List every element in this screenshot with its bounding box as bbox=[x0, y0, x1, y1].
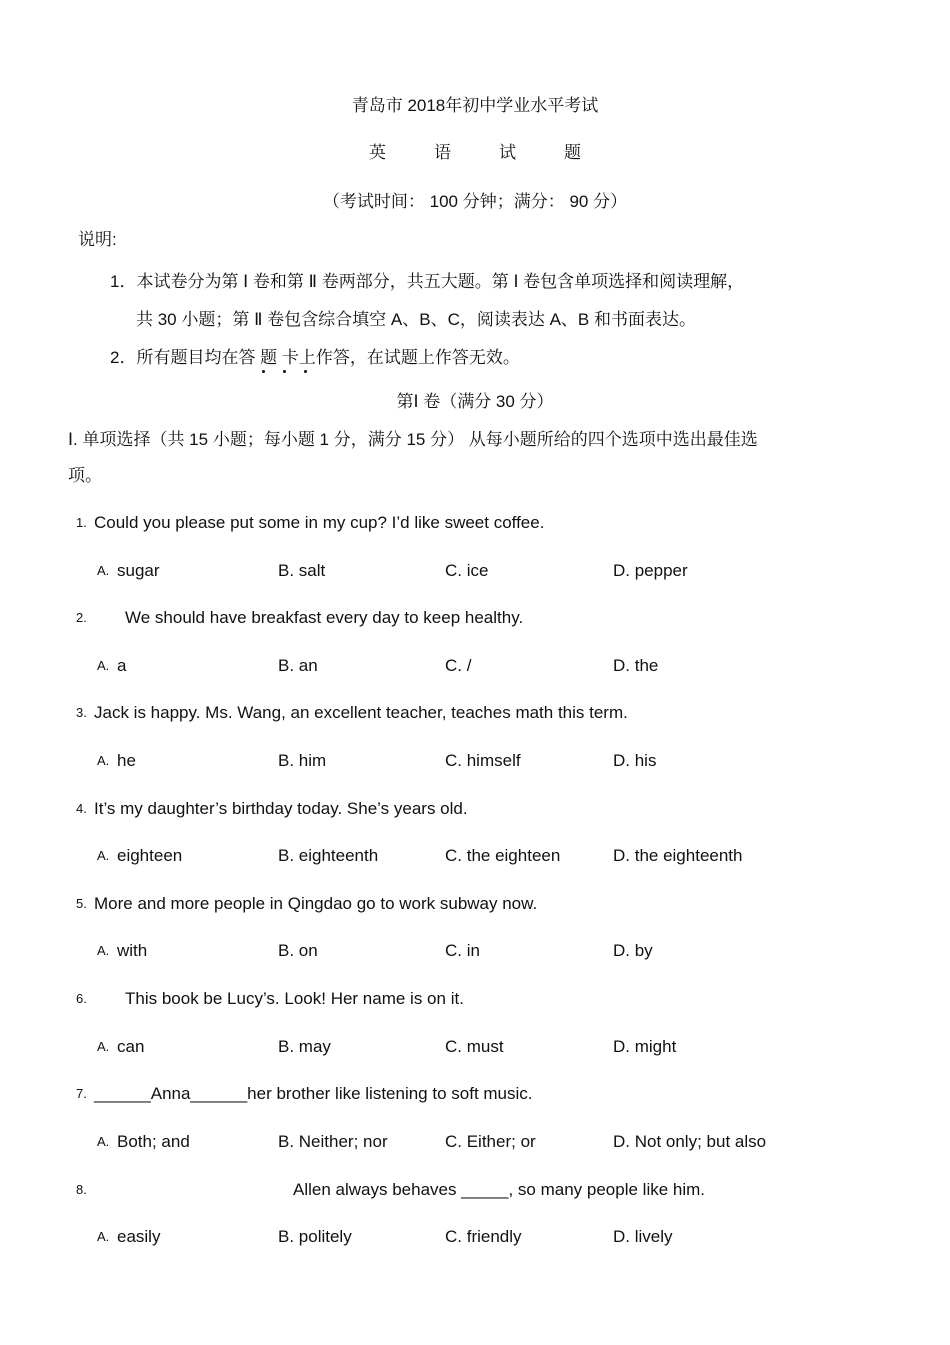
question-text: This book be Lucy’s. Look! Her name is on it. bbox=[125, 989, 464, 1008]
option-a-label: A. bbox=[97, 753, 110, 768]
option-a-label: A. bbox=[97, 563, 110, 578]
question-text: More and more people in Qingdao go to work subway now. bbox=[94, 894, 538, 913]
question-text: It’s my daughter’s birthday today. She’s years old. bbox=[94, 799, 468, 818]
option-b: B. him bbox=[278, 751, 327, 770]
subject-char: 语 bbox=[434, 143, 451, 162]
option-b: B. salt bbox=[278, 561, 326, 580]
section-instructions-cont: 项。 bbox=[68, 466, 102, 485]
question-text: Jack is happy. Ms. Wang, an excellent teacher, teaches math this term. bbox=[94, 703, 628, 722]
option-c: C. himself bbox=[445, 751, 521, 770]
emphasis-dot bbox=[283, 370, 286, 373]
subject-char: 试 bbox=[499, 143, 516, 162]
subject-char: 题 bbox=[564, 143, 581, 162]
option-d: D. by bbox=[613, 941, 653, 960]
option-b: B. an bbox=[278, 656, 318, 675]
question-number: 6. bbox=[76, 991, 87, 1006]
instructions-label: 说明: bbox=[78, 230, 117, 249]
exam-info: （考试时间： 100 分钟；满分： 90 分） bbox=[322, 192, 628, 211]
option-a: a bbox=[117, 656, 127, 675]
option-a: eighteen bbox=[117, 846, 183, 865]
option-a-label: A. bbox=[97, 1134, 110, 1149]
question-number: 3. bbox=[76, 705, 87, 720]
instruction-item-1-cont: 共 30 小题；第 Ⅱ 卷包含综合填空 A、B、C，阅读表达 A、B 和书面表达。 bbox=[136, 310, 696, 329]
instruction-item-2: 2．所有题目均在答 题 卡上作答，在试题上作答无效。 bbox=[110, 348, 520, 367]
option-d: D. Not only; but also bbox=[613, 1132, 767, 1151]
option-a: Both; and bbox=[117, 1132, 190, 1151]
option-c: C. / bbox=[445, 656, 472, 675]
instruction-item-1: 1．本试卷分为第 Ⅰ 卷和第 Ⅱ 卷两部分，共五大题。第 Ⅰ 卷包含单项选择和阅读理解， bbox=[110, 272, 745, 291]
option-a-label: A. bbox=[97, 1039, 110, 1054]
option-d: D. his bbox=[613, 751, 657, 770]
emphasis-dot bbox=[304, 370, 307, 373]
option-a: with bbox=[117, 941, 148, 960]
option-a: can bbox=[117, 1037, 145, 1056]
exam-title: 青岛市 2018年初中学业水平考试 bbox=[351, 96, 599, 115]
question-text: ______Anna______her brother like listening to soft music. bbox=[94, 1084, 533, 1103]
question-number: 2. bbox=[76, 610, 87, 625]
option-d: D. pepper bbox=[613, 561, 688, 580]
subject-title bbox=[0, 143, 950, 163]
section-instructions: Ⅰ. 单项选择（共 15 小题；每小题 1 分，满分 15 分） 从每小题所给的四个选项中选出最佳选 bbox=[68, 430, 758, 449]
option-d: D. lively bbox=[613, 1227, 673, 1246]
option-a-label: A. bbox=[97, 1229, 110, 1244]
option-a-label: A. bbox=[97, 848, 110, 863]
option-b: B. eighteenth bbox=[278, 846, 379, 865]
emphasis-dot bbox=[262, 370, 265, 373]
option-d: D. might bbox=[613, 1037, 677, 1056]
option-d: D. the eighteenth bbox=[613, 846, 743, 865]
option-a-label: A. bbox=[97, 658, 110, 673]
option-b: B. politely bbox=[278, 1227, 352, 1246]
option-d: D. the bbox=[613, 656, 659, 675]
option-a-label: A. bbox=[97, 943, 110, 958]
question-number: 5. bbox=[76, 896, 87, 911]
option-b: B. on bbox=[278, 941, 318, 960]
option-b: B. may bbox=[278, 1037, 331, 1056]
question-number: 1. bbox=[76, 515, 87, 530]
option-c: C. the eighteen bbox=[445, 846, 561, 865]
question-number: 4. bbox=[76, 801, 87, 816]
question-text: We should have breakfast every day to keep healthy. bbox=[125, 608, 524, 627]
question-text: Could you please put some in my cup? I’d like sweet coffee. bbox=[94, 513, 545, 532]
option-c: C. in bbox=[445, 941, 480, 960]
part-heading: 第Ⅰ 卷（满分 30 分） bbox=[396, 392, 554, 411]
question-number: 7. bbox=[76, 1086, 87, 1101]
option-a: sugar bbox=[117, 561, 160, 580]
option-a: he bbox=[117, 751, 136, 770]
question-number: 8. bbox=[76, 1182, 87, 1197]
option-c: C. friendly bbox=[445, 1227, 522, 1246]
option-b: B. Neither; nor bbox=[278, 1132, 388, 1151]
question-text: Allen always behaves _____, so many people like him. bbox=[293, 1180, 706, 1199]
subject-char: 英 bbox=[369, 143, 386, 162]
option-c: C. Either; or bbox=[445, 1132, 536, 1151]
option-c: C. ice bbox=[445, 561, 489, 580]
option-a: easily bbox=[117, 1227, 161, 1246]
option-c: C. must bbox=[445, 1037, 504, 1056]
